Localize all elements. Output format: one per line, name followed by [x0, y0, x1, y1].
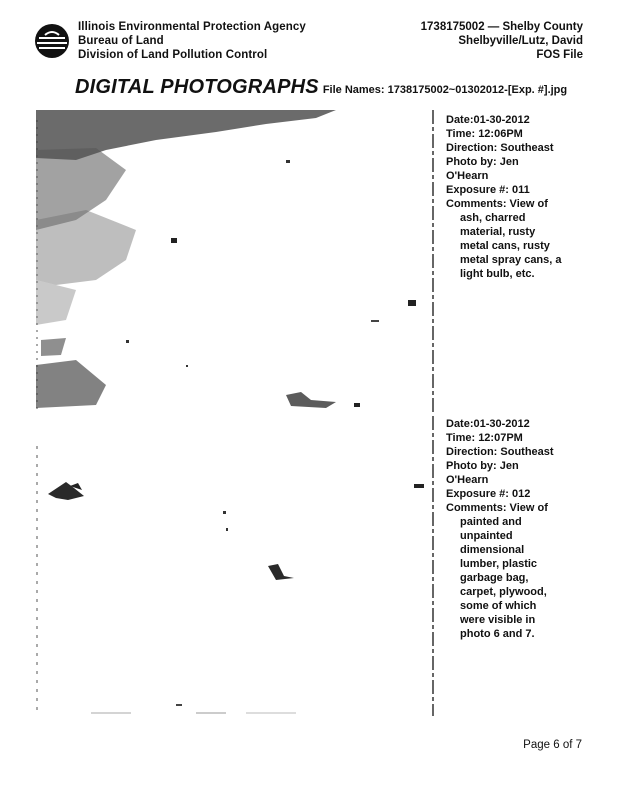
page-title: DIGITAL PHOTOGRAPHS — [75, 76, 319, 98]
photo-direction: Direction: Southeast — [446, 446, 554, 458]
photo-by-name: O'Hearn — [446, 170, 489, 182]
agency-block — [78, 20, 306, 62]
photo-by-name: O'Hearn — [446, 474, 489, 486]
site-info-block — [421, 20, 583, 62]
photo-exposure: Exposure #: 012 — [446, 488, 531, 500]
photo-by: Photo by: Jen — [446, 460, 519, 472]
title-row — [75, 76, 567, 99]
photo-1-description — [446, 113, 596, 281]
site-id-county: 1738175002 — Shelby County — [420, 21, 583, 33]
comments-label: Comments: View of — [446, 198, 548, 210]
photo-exposure: Exposure #: 011 — [446, 184, 530, 196]
photo-date: Date:01-30-2012 — [446, 418, 530, 430]
file-names: File Names: 1738175002~01302012-[Exp. #].jpg — [322, 84, 568, 96]
comments-label: Comments: View of — [446, 502, 548, 514]
iepa-logo — [33, 22, 71, 60]
agency-name: Illinois Environmental Protection Agency — [78, 21, 306, 33]
photo-time: Time: 12:06PM — [446, 128, 523, 140]
photo-2-description — [446, 417, 596, 641]
photo-by: Photo by: Jen — [446, 156, 519, 168]
division-name: Division of Land Pollution Control — [78, 49, 268, 61]
photo-direction: Direction: Southeast — [446, 142, 554, 154]
site-name: Shelbyville/Lutz, David — [458, 35, 583, 47]
comments-text: painted and unpainted dimensional lumber, plastic garbage bag, carpet, plywood, some of which were visible in photo 6 and 7. — [460, 516, 547, 640]
file-type: FOS File — [536, 49, 583, 61]
photo-time: Time: 12:07PM — [446, 432, 523, 444]
photo-exposure-011 — [36, 110, 436, 415]
comments-text: ash, charred material, rusty metal cans, rusty metal spray cans, a light bulb, etc. — [460, 212, 562, 280]
photo-date: Date:01-30-2012 — [446, 114, 530, 126]
page-number: Page 6 of 7 — [523, 739, 582, 751]
photo-exposure-012 — [36, 416, 436, 716]
bureau-name: Bureau of Land — [78, 35, 164, 47]
